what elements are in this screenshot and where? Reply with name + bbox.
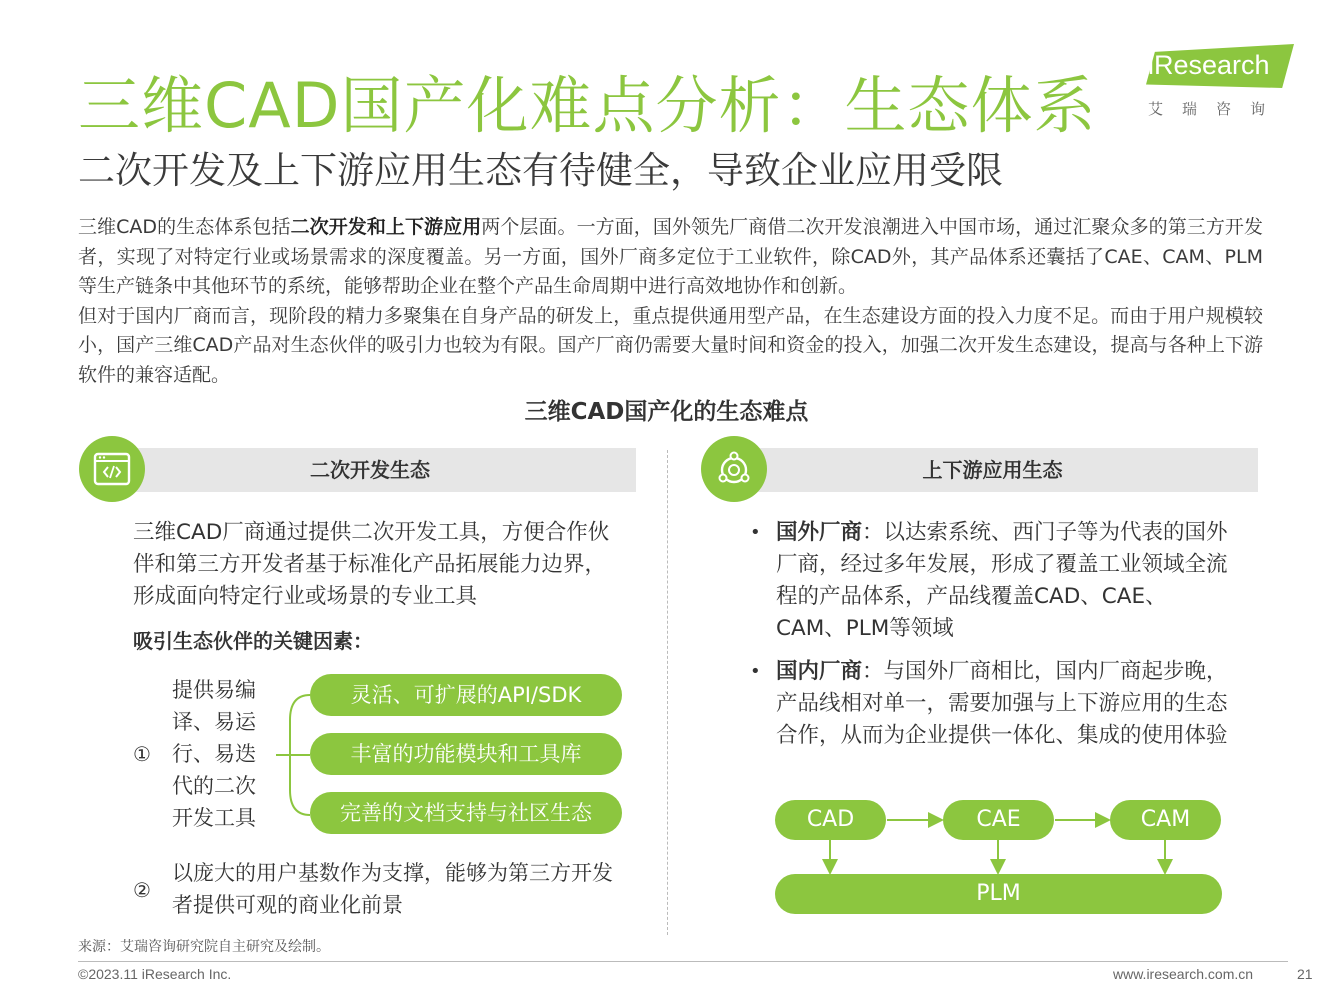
item-2-number: ② [133, 878, 151, 902]
bullet-domestic-text: ：与国外厂商相比，国内厂商起步晚，产品线相对单一，需要加强与上下游应用的生态合作，从而为企业提供一体化、集成的使用体验 [776, 659, 1228, 748]
website-link[interactable]: www.iresearch.com.cn [1113, 966, 1254, 982]
intro-paragraph-1 [78, 213, 1263, 302]
section-heading: 三维CAD国产化的生态难点 [524, 399, 809, 425]
code-window-icon [79, 436, 145, 502]
left-panel-header [104, 448, 636, 492]
intro-text [78, 213, 1263, 390]
page-number: 21 [1297, 966, 1313, 982]
intro-p1-bold: 二次开发和上下游应用 [290, 216, 482, 238]
bullet-foreign-text: ：以达索系统、西门子等为代表的国外厂商，经过多年发展，形成了覆盖工业领域全流程的产品体系，产品线覆盖CAD、CAE、CAM、PLM等领域 [776, 520, 1228, 641]
ecosystem-cycle-icon [701, 436, 767, 502]
pill-docs-community: 完善的文档支持与社区生态 [310, 792, 622, 834]
panel-divider [667, 450, 668, 935]
page-subtitle: 二次开发及上下游应用生态有待健全，导致企业应用受限 [78, 149, 1003, 192]
key-factors-title: 吸引生态伙伴的关键因素： [133, 629, 373, 653]
intro-paragraph-2: 但对于国内厂商而言，现阶段的精力多聚集在自身产品的研发上，重点提供通用型产品，在生态建设方面的投入力度不足。而由于用户规模较小，国产三维CAD产品对生态伙伴的吸引力也较为有限。国产厂商仍需要大量时间和资金的投入，加强二次开发生态建设，提高与各种上下游软件的兼容适配。 [78, 304, 1263, 386]
bullet-dot-icon: • [750, 522, 761, 543]
pill-function-modules: 丰富的功能模块和工具库 [310, 733, 622, 775]
iresearch-logo [1140, 40, 1300, 120]
intro-p1-b: 两个层面。一方面，国外领先厂商借二次开发浪潮进入中国市场，通过汇聚众多的第三方开发者，实现了对特定行业或场景需求的深度覆盖。另一方面，国外厂商多定位于工业软件，除CAD外，其产品体系还囊括了CAE、CAM、PLM等生产链条中其他环节的系统，能够帮助企业在整个产品生命周期中进行高效地协作和创新。 [78, 216, 1263, 297]
bullet-foreign-label: 国外厂商 [776, 520, 863, 545]
copyright: ©2023.11 iResearch Inc. [78, 966, 232, 982]
page-title: 三维CAD国产化难点分析：生态体系 [78, 69, 1097, 142]
bullet-foreign-vendors [750, 517, 1230, 645]
flow-node-cad: CAD [775, 800, 886, 840]
intro-p1-a: 三维CAD的生态体系包括 [78, 216, 291, 238]
right-panel-header [727, 448, 1258, 492]
left-panel-title: 二次开发生态 [310, 458, 430, 482]
bullet-domestic-vendors [750, 656, 1230, 752]
flow-node-plm: PLM [775, 874, 1222, 914]
item-1-number: ① [133, 742, 151, 766]
flow-node-cam: CAM [1110, 800, 1221, 840]
item-2-text: 以庞大的用户基数作为支撑，能够为第三方开发者提供可观的商业化前景 [172, 861, 613, 917]
footer-divider [78, 961, 1288, 962]
source-note: 来源：艾瑞咨询研究院自主研究及绘制。 [78, 939, 330, 955]
bullet-dot-icon: • [750, 661, 761, 682]
bullet-domestic-label: 国内厂商 [776, 659, 863, 684]
flow-node-cae: CAE [943, 800, 1054, 840]
item-1-text: 提供易编译、易运行、易迭代的二次开发工具 [172, 678, 256, 830]
right-panel-title: 上下游应用生态 [922, 458, 1063, 482]
left-panel-description: 三维CAD厂商通过提供二次开发工具，方便合作伙伴和第三方开发者基于标准化产品拓展能力边界，形成面向特定行业或场景的专业工具 [133, 520, 610, 609]
logo-text: iResearch [1148, 50, 1270, 80]
right-panel-bullets [750, 517, 1230, 763]
logo-subtext: 艾瑞咨询 [1148, 100, 1285, 118]
pill-api-sdk: 灵活、可扩展的API/SDK [310, 674, 622, 716]
